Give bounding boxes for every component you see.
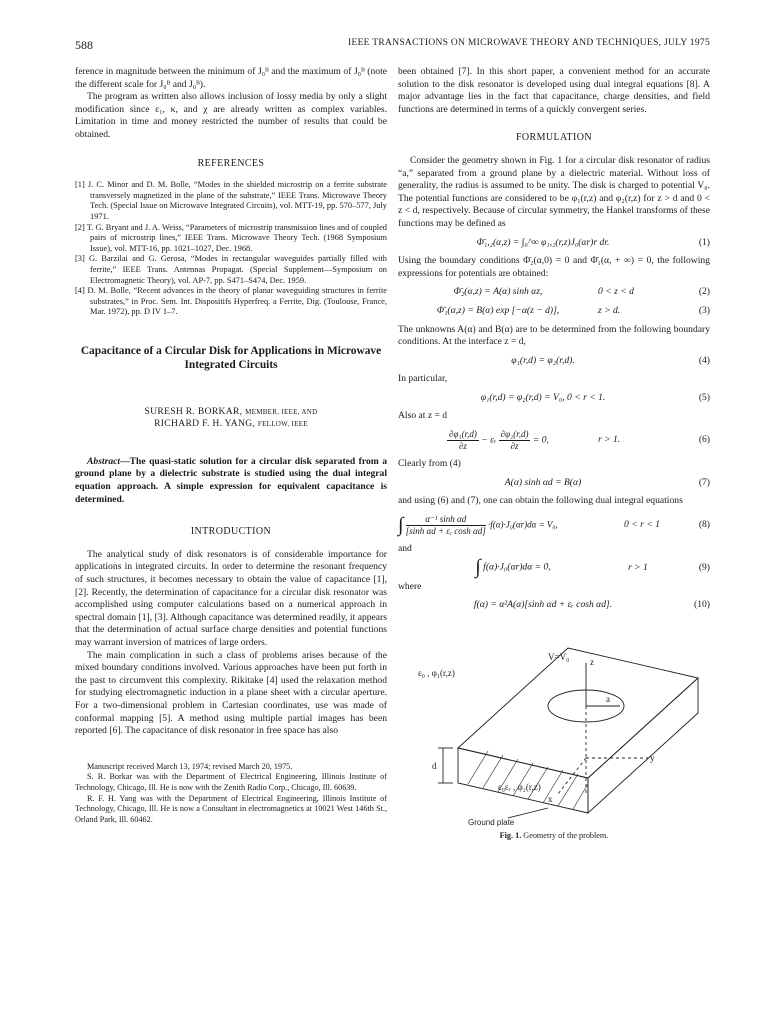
equation-condition: 0 < r < 1 xyxy=(624,519,660,531)
equation-4 xyxy=(398,355,710,368)
author-role: FELLOW, IEEE xyxy=(257,419,308,428)
paragraph: The main complication in such a class of problems arises because of the mixed boundary conditions involved. Various approaches have been put forth in the past to circumvent this complexity. Rikitake [4] used the relaxation method for studying electromagnetic induction in a plane sheet with a circular aperture. For a two-dimensional problem in Cartesian coordinates, use was made of conformal mapping [5]. A method using multiple partial images has been reported [6]. The capacitance of disk resonator in free space has also xyxy=(75,649,387,737)
author-role: MEMBER, IEEE, AND xyxy=(245,407,318,416)
reference-item: [3] G. Barzilai and G. Gerosa, “Modes in rectangular waveguides partially filled with ferrite,” IEEE Trans. Antennas Propagat. (Special Supplement—Symposium on Electromagnetic Theory), vol. AP-7, pp. S471–S474, Dec. 1959. xyxy=(75,254,387,285)
paragraph: In particular, xyxy=(398,373,448,385)
equation-body: φ₁(r,d) = φ₂(r,d). xyxy=(511,354,575,366)
footnote: R. F. H. Yang was with the Department of Electrical Engineering, Illinois Institute of Technology, Chicago, Ill. He is now a Consultant in electromagnetics at 10021 West 146th St., Orland Park, Ill. 60462. xyxy=(75,793,387,824)
page-number: 588 xyxy=(75,38,93,52)
reference-item: [4] D. M. Bolle, “Recent advances in the theory of planar waveguiding structures in ferrite substrates,” in Proc. Sem. Int. Dispositifs Hyperfreq. a Ferrite, Dig. (Toulouse, France, Mar. 1972), pp. D IV 1–7. xyxy=(75,286,387,317)
label-d: d xyxy=(432,760,437,771)
label-eps-phi1: ε₀ , φ₁(r,z) xyxy=(418,667,455,678)
caption-text: Geometry of the problem. xyxy=(523,830,609,840)
substrate-top xyxy=(458,648,698,778)
equation-9 xyxy=(398,556,710,579)
footnote: S. R. Borkar was with the Department of Electrical Engineering, Illinois Institute of Technology, Chicago, Ill. He is now with the Zenith Radio Corp., Chicago, Ill. 60639. xyxy=(75,772,387,792)
equation-body xyxy=(398,514,624,537)
footnotes xyxy=(75,762,387,826)
abstract-label: Abstract xyxy=(87,455,121,467)
paragraph: Clearly from (4) xyxy=(398,458,461,470)
equation-number: (2) xyxy=(698,286,710,298)
equation-number: (9) xyxy=(698,561,710,573)
label-x: x xyxy=(548,793,553,804)
author-name: SURESH R. BORKAR, xyxy=(144,405,243,417)
equation-6 xyxy=(398,429,710,452)
abstract xyxy=(75,456,387,506)
paragraph: Using the boundary conditions Φ̄₂(α,0) = 0 and Φ̄₁(α, + ∞) = 0, the following expressions for potentials are obtained: xyxy=(398,255,710,279)
right-column xyxy=(398,66,710,842)
equation-8 xyxy=(398,514,710,537)
reference-item: [2] T. G. Bryant and J. A. Weiss, “Parameters of microstrip transmission lines and of coupled pairs of microstrip lines,” IEEE Trans. Microwave Theory Tech. (1968 Symposium Issue), vol. MTT-16, pp. 1021–1027, Dec. 1968. xyxy=(75,222,387,253)
label-voltage: V=V₀ xyxy=(548,651,570,662)
paragraph: where xyxy=(398,580,422,592)
reference-item: [1] J. C. Minor and D. M. Bolle, “Modes in the shielded microstrip on a ferrite substrate transversely magnetized in the plane of the substrate,” IEEE Trans. Microwave Theory Tech. (Special Issue on Microwave Integrated Circuits), vol. MTT-19, pp. 570–577, July 1971. xyxy=(75,180,387,221)
equation-body xyxy=(398,429,598,452)
equation-number: (1) xyxy=(698,236,710,248)
page-header xyxy=(0,38,768,56)
equation-3 xyxy=(398,305,710,318)
equation-body: φ₁(r,d) = φ₂(r,d) = V₀, 0 < r < 1. xyxy=(480,391,606,403)
figure-caption xyxy=(398,830,710,843)
fraction xyxy=(447,429,479,452)
author-name: RICHARD F. H. YANG, xyxy=(154,417,256,429)
equation-tail: ·f(α)·J₀(αr)dα = V₀, xyxy=(488,519,558,530)
introduction-heading: INTRODUCTION xyxy=(190,526,272,538)
footnote: Manuscript received March 13, 1974; revised March 20, 1975. xyxy=(87,761,293,771)
label-a: a xyxy=(606,693,610,704)
paper-title: Capacitance of a Circular Disk for Applications in Microwave Integrated Circuits xyxy=(80,344,382,371)
equation-body xyxy=(398,556,628,579)
equation-body: Φ̄₁(α,z) = B(α) exp [−α(z − d)], xyxy=(436,304,560,316)
references-list xyxy=(75,180,387,318)
x-axis xyxy=(558,758,586,794)
numerator: α⁻¹ sinh αd xyxy=(406,514,486,526)
paragraph: The analytical study of disk resonators is of considerable importance for applications in integrated circuits. In order to determine the resonant frequency of such structures, it becomes necessary to obtain the value of capacitance [1], [2]. Recently, the determination of capacitance for a circular disk resonator was accomplished using computer calculations based on a numerical approach in spectral domain [1], [3]. Although capacitance was determined readily, it appears that the determination of actual surface charge densities and potential functions may warrant inversion of matrices of large orders. xyxy=(75,548,387,648)
equation-number: (3) xyxy=(698,304,710,316)
journal-title: IEEE TRANSACTIONS ON MICROWAVE THEORY AND TECHNIQUES, JULY 1975 xyxy=(348,38,710,48)
equation-condition: 0 < z < d xyxy=(598,286,634,298)
formulation-heading: FORMULATION xyxy=(515,132,593,144)
paragraph: The unknowns A(α) and B(α) are to be determined from the following boundary conditions. At the interface z = d, xyxy=(398,323,710,348)
paragraph: The program as written also allows inclusion of lossy media by only a slight modification since ε₁, κ, and χ are already written as complex variables. Limitation in time and money restricted the number of results that could be obtained. xyxy=(75,91,387,140)
equation-number: (8) xyxy=(698,519,710,531)
equation-body: A(α) sinh αd = B(α) xyxy=(504,476,582,488)
denominator: [sinh αd + εᵣ cosh αd] xyxy=(405,525,486,536)
equation-condition: r > 1 xyxy=(628,561,648,573)
label-ground: Ground plate xyxy=(468,817,515,827)
numerator: ∂φ₂(r,d) xyxy=(500,429,529,440)
operator: = 0, xyxy=(532,434,549,446)
paragraph: ference in magnitude between the minimum of J₀ᴮ and the maximum of J₀ᴮ (note the different scale for J₀ᴮ and J₀ᴮ). xyxy=(75,66,387,90)
geometry-diagram xyxy=(398,618,710,828)
paragraph: Consider the geometry shown in Fig. 1 for a circular disk resonator of radius “a,” separated from a ground plane by a dielectric material. Without loss of generality, the radius is assumed to be unity. The disk is charged to potential V₀. The potential functions are considered to be φ₁(r,z) and φ₂(r,z) for z > d and 0 < z < d, respectively. Because of circular symmetry, the Hankel transforms of these functions may be defined as xyxy=(398,154,710,229)
equation-2 xyxy=(398,286,710,299)
equation-5 xyxy=(398,392,710,405)
references-heading: REFERENCES xyxy=(197,157,265,169)
equation-condition: r > 1. xyxy=(598,434,621,446)
paragraph: been obtained [7]. In this short paper, a convenient method for an accurate solution to the disk resonator is developed using dual integral equations [8]. A major advantage lies in the fact that capacitance, charge densities, and field functions are determined in terms of a quickly convergent series. xyxy=(398,66,710,115)
substrate-side xyxy=(588,678,698,813)
equation-number: (4) xyxy=(698,354,710,366)
numerator: ∂φ₁(r,d) xyxy=(449,429,477,440)
equation-number: (5) xyxy=(698,391,710,403)
equation-text: f(α)·J₀(αr)dα = 0, xyxy=(483,561,551,573)
label-y: y xyxy=(650,752,655,763)
figure-1 xyxy=(398,618,710,828)
authors xyxy=(75,406,387,430)
operator: − εᵣ xyxy=(481,434,497,446)
equation-condition: z > d. xyxy=(598,304,621,316)
paragraph: Also at z = d xyxy=(398,410,448,422)
paragraph: and xyxy=(398,542,412,554)
ground-leader xyxy=(508,808,548,818)
paragraph: and using (6) and (7), one can obtain the following dual integral equations xyxy=(398,495,683,507)
equation-7 xyxy=(398,477,710,490)
fraction xyxy=(406,514,486,537)
label-z: z xyxy=(590,656,594,667)
left-column xyxy=(75,66,387,825)
denominator: ∂z xyxy=(458,441,467,452)
equation-body: f(α) = α²A(α)[sinh αd + εᵣ cosh αd]. xyxy=(473,599,613,611)
caption-label: Fig. 1. xyxy=(499,830,522,840)
label-eps-phi2: ε₀εᵣ , φ₂(r,z) xyxy=(498,781,541,792)
equation-number: (7) xyxy=(698,476,710,488)
integral-sign: ∫ xyxy=(475,556,481,579)
integral-sign: ∫ xyxy=(398,514,404,537)
equation-10 xyxy=(398,599,710,612)
abstract-text: —The quasi-static solution for a circular disk separated from a ground plane by a dielectric substrate is studied using the dual integral equation approach. A simple expression for equivalent capacitance is determined. xyxy=(75,455,387,505)
substrate-front xyxy=(458,748,588,813)
equation-number: (6) xyxy=(698,434,710,446)
hatching xyxy=(468,751,588,809)
equation-1 xyxy=(398,237,710,250)
fraction xyxy=(499,429,531,452)
equation-number: (10) xyxy=(694,599,710,611)
equation-body: Φ̄₂(α,z) = A(α) sinh αz, xyxy=(453,286,543,298)
denominator: ∂z xyxy=(510,441,519,452)
equation-body: Φ̄₁,₂(α,z) = ∫₀^∞ φ₁,₂(r,z)J₀(αr)r dr. xyxy=(476,236,610,248)
